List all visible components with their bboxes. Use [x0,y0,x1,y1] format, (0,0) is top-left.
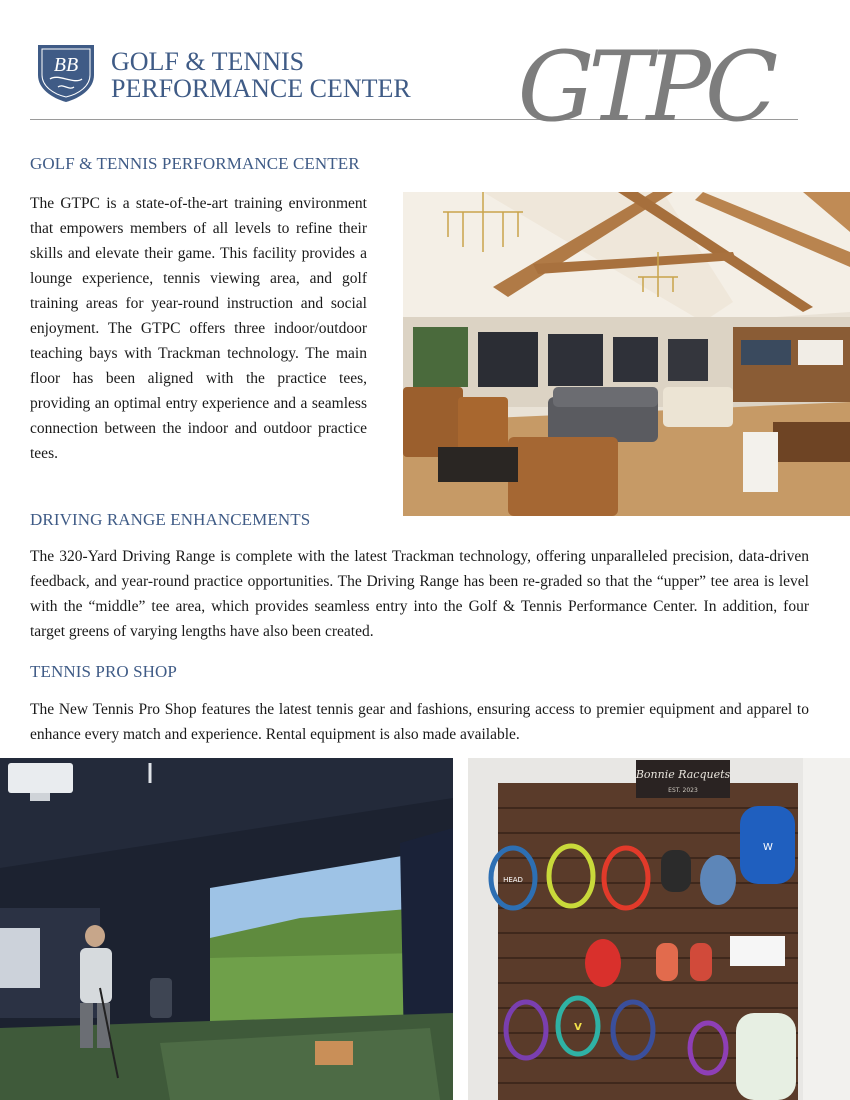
section-body-proshop: The New Tennis Pro Shop features the latest tennis gear and fashions, ensuring access to premier equipment and apparel to enhance every match and experience. Rental equipment is also made available. [30,701,809,743]
racket-brand-head-1: HEAD [503,876,523,884]
gtpc-script-logo [495,15,795,180]
shop-sign-name: Bonnie Racquets [635,768,731,781]
shield-monogram: BB [53,54,79,76]
golf-bay-photo [0,758,453,1100]
lounge-photo [403,192,850,516]
brand-name [111,48,411,102]
racket-brand-volkl: V [574,1022,582,1033]
brand-line-2: PERFORMANCE CENTER [111,74,411,103]
gtpc-script-text: GTPC [517,31,773,143]
section-body-range: The 320-Yard Driving Range is complete with the latest Trackman technology, offering unparalleled precision, data-driven feedback, and year-round practice opportunities. The Driving Range has been re-graded so that the “upper” tee area is level with the “middle” tee area, which provides seamless entry into the Golf & Tennis Performance Center. In addition, four target greens of varying lengths have also been created. [30,548,809,640]
section-heading-proshop: TENNIS PRO SHOP [30,662,177,681]
tennis-pro-shop-photo [468,758,850,1100]
club-shield-logo [36,43,96,103]
brand-line-1: GOLF & TENNIS [111,47,305,76]
backpack-brand-wilson: W [763,842,773,853]
section-heading-range: DRIVING RANGE ENHANCEMENTS [30,510,311,529]
section-heading-gtpc: GOLF & TENNIS PERFORMANCE CENTER [30,154,360,173]
section-body-gtpc: The GTPC is a state-of-the-art training environment that empowers members of all levels to refine their skills and elevate their game. This facility provides a lounge experience, tennis viewing area, and golf training areas for year-round instruction and social enjoyment. The GTPC offers three indoor/outdoor teaching bays with Trackman technology. The main floor has been aligned with the practice tees, providing an optimal entry experience and a seamless connection between the indoor and outdoor practice tees. [30,195,367,462]
shop-sign-est: EST. 2023 [668,787,698,794]
